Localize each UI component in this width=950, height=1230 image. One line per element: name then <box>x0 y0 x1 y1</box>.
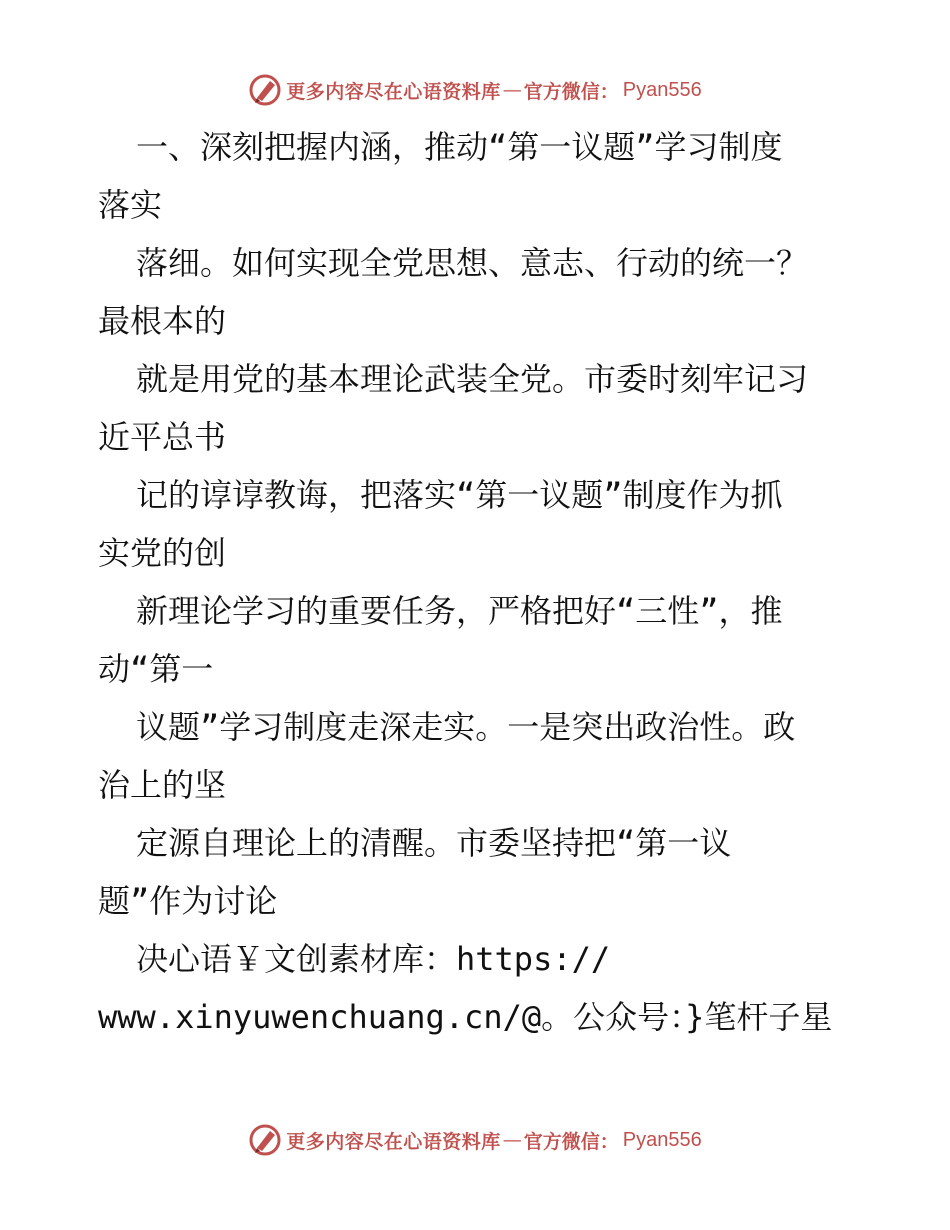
text-line: 议题”学习制度走深走实。一是突出政治性。政 <box>136 708 796 746</box>
text-line: 实党的创 <box>98 534 227 572</box>
banner-wechat-id: Pyan556 <box>622 1128 702 1151</box>
banner-separator: — <box>502 79 522 101</box>
text-line: 落实 <box>98 186 163 224</box>
text-line: 动“第一 <box>98 650 214 688</box>
article-body <box>98 118 858 1046</box>
banner-wechat-label: 官方微信： <box>523 1130 619 1153</box>
banner-separator: — <box>502 1129 522 1151</box>
banner-slogan: 更多内容尽在心语资料库 <box>286 1130 501 1153</box>
pen-logo-icon <box>248 73 282 107</box>
text-line: 决心语￥文创素材库：https:// <box>136 940 611 978</box>
text-line: 题”作为讨论 <box>98 882 278 920</box>
banner-wechat-id: Pyan556 <box>622 78 702 101</box>
text-line: www.xinyuwenchuang.cn/@。公众号：}笔杆子星 <box>98 998 833 1036</box>
footer-banner <box>0 1120 950 1160</box>
text-line: 一、深刻把握内涵，推动“第一议题”学习制度 <box>136 128 783 166</box>
text-line: 近平总书 <box>98 418 227 456</box>
text-line: 最根本的 <box>98 302 227 340</box>
banner-slogan: 更多内容尽在心语资料库 <box>286 80 501 103</box>
header-banner <box>0 70 950 110</box>
text-line: 治上的坚 <box>98 766 227 804</box>
pen-logo-icon <box>248 1123 282 1157</box>
banner-wechat-label: 官方微信： <box>523 80 619 103</box>
text-line: 落细。如何实现全党思想、意志、行动的统一？ <box>136 244 809 282</box>
text-line: 就是用党的基本理论武装全党。市委时刻牢记习 <box>136 360 809 398</box>
text-line: 记的谆谆教诲，把落实“第一议题”制度作为抓 <box>136 476 783 514</box>
text-line: 新理论学习的重要任务，严格把好“三性”，推 <box>136 592 783 630</box>
text-line: 定源自理论上的清醒。市委坚持把“第一议 <box>136 824 732 862</box>
